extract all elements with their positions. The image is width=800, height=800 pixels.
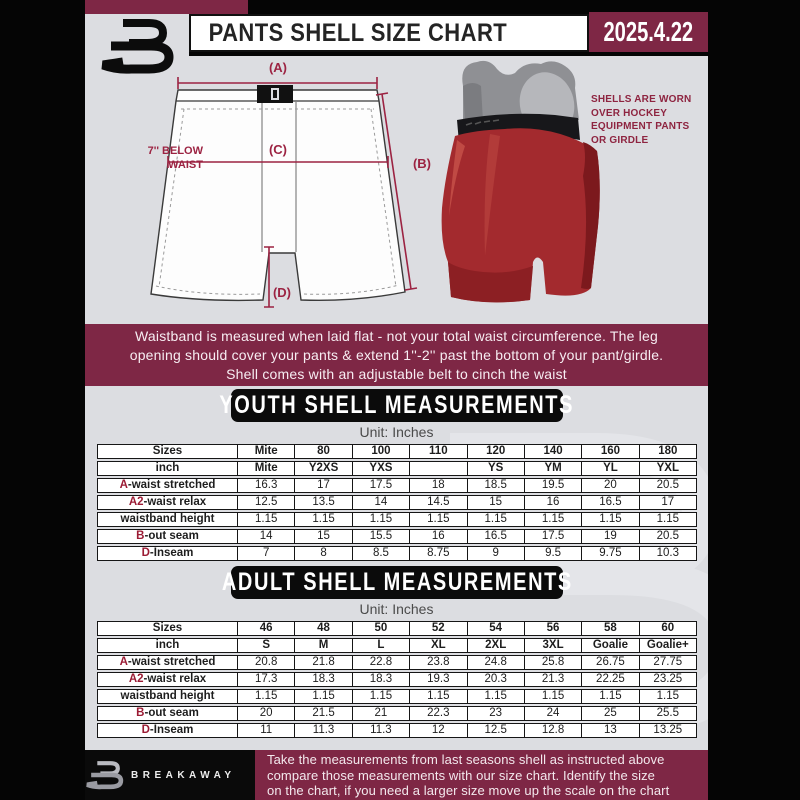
value-cell: 17.5	[353, 478, 410, 493]
value-cell: 10.3	[640, 546, 697, 561]
value-cell: 21.5	[295, 706, 352, 721]
breakaway-logo-small-icon	[85, 758, 125, 792]
value-cell: 2XL	[468, 638, 525, 653]
chart-date: 2025.4.22	[603, 16, 694, 47]
value-cell: 1.15	[238, 689, 295, 704]
value-cell: 50	[353, 621, 410, 636]
row-label-cell: Sizes	[97, 444, 238, 459]
banner-line: Shell comes with an adjustable belt to cinch the waist	[226, 365, 567, 382]
diagram-label-c: (C)	[268, 142, 288, 157]
value-cell: 20.5	[640, 529, 697, 544]
value-cell: 8.75	[410, 546, 467, 561]
value-cell: 18.3	[353, 672, 410, 687]
row-label-prefix: B	[136, 530, 145, 542]
adult-section-title: ADULT SHELL MEASUREMENTS	[221, 568, 573, 596]
value-cell: 16	[525, 495, 582, 510]
value-cell: 27.75	[640, 655, 697, 670]
banner-line: Waistband is measured when laid flat - not your total waist circumference. The leg	[135, 327, 658, 344]
value-cell: XL	[410, 638, 467, 653]
value-cell: 54	[468, 621, 525, 636]
diagram-label-a: (A)	[268, 60, 288, 75]
brand-name: BREAKAWAY	[131, 769, 236, 781]
table-row	[97, 689, 697, 704]
table-row	[97, 495, 697, 510]
value-cell: 1.15	[468, 512, 525, 527]
youth-size-table	[97, 442, 697, 563]
value-cell: 21.8	[295, 655, 352, 670]
row-label-cell: A-waist stretched	[97, 478, 238, 493]
adult-section-title-bar	[221, 566, 573, 599]
value-cell: S	[238, 638, 295, 653]
info-banner	[85, 324, 708, 386]
value-cell: 23	[468, 706, 525, 721]
value-cell: 48	[295, 621, 352, 636]
value-cell: YS	[468, 461, 525, 476]
value-cell: 80	[295, 444, 352, 459]
content-column	[85, 0, 708, 800]
waist-note: 7'' BELOW WAIST	[147, 145, 203, 171]
value-cell: YL	[582, 461, 639, 476]
value-cell: 1.15	[582, 689, 639, 704]
value-cell: 16.3	[238, 478, 295, 493]
value-cell: 8	[295, 546, 352, 561]
adult-size-table	[97, 619, 697, 740]
value-cell: 1.15	[295, 689, 352, 704]
value-cell: 17	[640, 495, 697, 510]
value-cell	[410, 461, 467, 476]
value-cell: 25.5	[640, 706, 697, 721]
value-cell: 58	[582, 621, 639, 636]
value-cell: 18	[410, 478, 467, 493]
value-cell: 20.8	[238, 655, 295, 670]
value-cell: 12.8	[525, 723, 582, 738]
value-cell: 20.3	[468, 672, 525, 687]
value-cell: 20	[238, 706, 295, 721]
value-cell: 1.15	[295, 512, 352, 527]
value-cell: 19	[582, 529, 639, 544]
table-row	[97, 723, 697, 738]
value-cell: 120	[468, 444, 525, 459]
page-header	[85, 0, 708, 56]
row-label-cell: D-Inseam	[97, 723, 238, 738]
value-cell: 140	[525, 444, 582, 459]
value-cell: 17	[295, 478, 352, 493]
value-cell: Y2XS	[295, 461, 352, 476]
value-cell: 24.8	[468, 655, 525, 670]
banner-line: opening should cover your pants & extend 1''-2'' past the bottom of your pant/girdle.	[129, 346, 664, 363]
value-cell: 23.8	[410, 655, 467, 670]
footer-line: on the chart, if you need a larger size move up the scale on the chart	[267, 783, 670, 799]
table-row	[97, 672, 697, 687]
row-label-cell: inch	[97, 461, 238, 476]
value-cell: 12.5	[468, 723, 525, 738]
value-cell: 1.15	[525, 689, 582, 704]
table-row	[97, 444, 697, 459]
value-cell: 17.3	[238, 672, 295, 687]
value-cell: 1.15	[353, 512, 410, 527]
hockey-pants-photo	[442, 61, 600, 302]
value-cell: 9	[468, 546, 525, 561]
value-cell: 15.5	[353, 529, 410, 544]
row-label-prefix: A	[119, 479, 128, 491]
value-cell: 56	[525, 621, 582, 636]
youth-unit-label: Unit: Inches	[359, 424, 434, 440]
value-cell: 1.15	[468, 689, 525, 704]
value-cell: 9.5	[525, 546, 582, 561]
value-cell: YXS	[353, 461, 410, 476]
value-cell: 19.3	[410, 672, 467, 687]
value-cell: 180	[640, 444, 697, 459]
value-cell: 25.8	[525, 655, 582, 670]
value-cell: 13	[582, 723, 639, 738]
value-cell: 15	[468, 495, 525, 510]
row-label-cell: Sizes	[97, 621, 238, 636]
value-cell: 3XL	[525, 638, 582, 653]
adult-unit-label: Unit: Inches	[359, 601, 434, 617]
value-cell: 110	[410, 444, 467, 459]
row-label-cell: D-Inseam	[97, 546, 238, 561]
value-cell: 14.5	[410, 495, 467, 510]
table-row	[97, 512, 697, 527]
value-cell: 11	[238, 723, 295, 738]
row-label-cell: A2-waist relax	[97, 672, 238, 687]
value-cell: 1.15	[640, 512, 697, 527]
table-row	[97, 529, 697, 544]
row-label-prefix: D	[141, 724, 150, 736]
pants-caption: SHELLS ARE WORN OVER HOCKEY EQUIPMENT PANTS OR GIRDLE	[591, 94, 692, 146]
value-cell: Goalie	[582, 638, 639, 653]
value-cell: YXL	[640, 461, 697, 476]
value-cell: 60	[640, 621, 697, 636]
row-label-prefix: B	[136, 707, 145, 719]
value-cell: 18.5	[468, 478, 525, 493]
value-cell: 1.15	[238, 512, 295, 527]
footer-brand-box	[85, 750, 255, 800]
date-box	[589, 12, 708, 52]
row-label-cell: B-out seam	[97, 529, 238, 544]
table-row	[97, 706, 697, 721]
value-cell: 24	[525, 706, 582, 721]
value-cell: 19.5	[525, 478, 582, 493]
value-cell: M	[295, 638, 352, 653]
youth-section-title-bar	[219, 389, 575, 422]
value-cell: 9.75	[582, 546, 639, 561]
value-cell: Goalie+	[640, 638, 697, 653]
measurement-diagram	[85, 56, 708, 324]
footer-line: compare those measurements with our size chart. Identify the size	[267, 767, 656, 783]
row-label-cell: waistband height	[97, 689, 238, 704]
value-cell: 100	[353, 444, 410, 459]
value-cell: 16.5	[468, 529, 525, 544]
value-cell: 20	[582, 478, 639, 493]
table-row	[97, 461, 697, 476]
value-cell: 13.5	[295, 495, 352, 510]
value-cell: 160	[582, 444, 639, 459]
value-cell: 25	[582, 706, 639, 721]
row-label-cell: A-waist stretched	[97, 655, 238, 670]
value-cell: 1.15	[353, 689, 410, 704]
header-accent-strip	[85, 0, 248, 14]
table-row	[97, 478, 697, 493]
breakaway-logo-icon	[99, 15, 177, 77]
title-box	[189, 14, 589, 52]
value-cell: 52	[410, 621, 467, 636]
table-row	[97, 638, 697, 653]
value-cell: 21.3	[525, 672, 582, 687]
value-cell: 1.15	[410, 512, 467, 527]
value-cell: 1.15	[640, 689, 697, 704]
value-cell: 22.8	[353, 655, 410, 670]
row-label-prefix: A2	[128, 496, 144, 508]
value-cell: 26.75	[582, 655, 639, 670]
row-label-prefix: A2	[128, 673, 144, 685]
value-cell: 14	[238, 529, 295, 544]
value-cell: Mite	[238, 461, 295, 476]
value-cell: 21	[353, 706, 410, 721]
value-cell: 13.25	[640, 723, 697, 738]
value-cell: Mite	[238, 444, 295, 459]
value-cell: 11.3	[295, 723, 352, 738]
value-cell: 12.5	[238, 495, 295, 510]
value-cell: 16	[410, 529, 467, 544]
table-row	[97, 546, 697, 561]
value-cell: 1.15	[525, 512, 582, 527]
tables-section	[85, 386, 708, 750]
row-label-prefix: D	[141, 547, 150, 559]
table-row	[97, 655, 697, 670]
value-cell: 20.5	[640, 478, 697, 493]
value-cell: 1.15	[410, 689, 467, 704]
value-cell: L	[353, 638, 410, 653]
value-cell: 46	[238, 621, 295, 636]
row-label-cell: waistband height	[97, 512, 238, 527]
value-cell: 14	[353, 495, 410, 510]
row-label-prefix: A	[119, 656, 128, 668]
page-title: PANTS SHELL SIZE CHART	[208, 18, 508, 47]
value-cell: 12	[410, 723, 467, 738]
row-label-cell: inch	[97, 638, 238, 653]
value-cell: 22.3	[410, 706, 467, 721]
value-cell: 7	[238, 546, 295, 561]
footer-line: Take the measurements from last seasons shell as instructed above	[267, 752, 665, 767]
value-cell: 16.5	[582, 495, 639, 510]
value-cell: 22.25	[582, 672, 639, 687]
youth-section-title: YOUTH SHELL MEASUREMENTS	[219, 391, 575, 419]
diagram-label-d: (D)	[272, 285, 292, 300]
value-cell: 17.5	[525, 529, 582, 544]
page-footer	[85, 750, 708, 800]
row-label-cell: A2-waist relax	[97, 495, 238, 510]
value-cell: 11.3	[353, 723, 410, 738]
row-label-cell: B-out seam	[97, 706, 238, 721]
footer-instructions	[255, 750, 708, 800]
value-cell: 23.25	[640, 672, 697, 687]
diagram-label-b: (B)	[412, 156, 432, 171]
table-row	[97, 621, 697, 636]
value-cell: 8.5	[353, 546, 410, 561]
value-cell: YM	[525, 461, 582, 476]
value-cell: 1.15	[582, 512, 639, 527]
value-cell: 18.3	[295, 672, 352, 687]
value-cell: 15	[295, 529, 352, 544]
